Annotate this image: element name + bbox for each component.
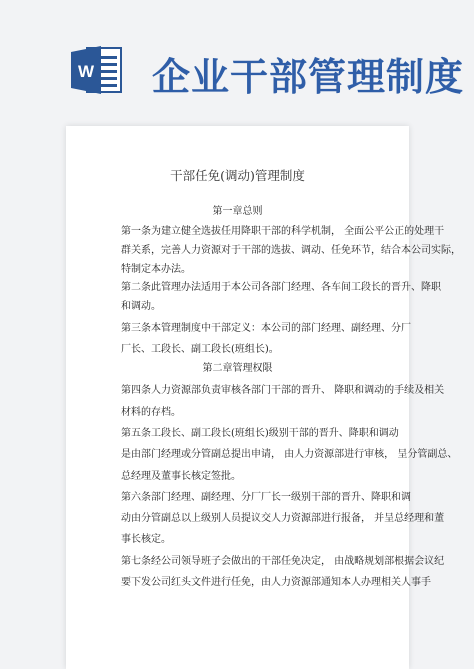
body-line: 第六条部门经理、副经理、分厂厂长一级别干部的晋升、降职和调 [121, 492, 411, 503]
document-page [66, 126, 461, 669]
body-line: 第三条本管理制度中干部定义：本公司的部门经理、副经理、分厂 [121, 323, 411, 334]
body-line: 第四条人力资源部负责审核各部门干部的晋升、 降职和调动的手续及相关 [121, 385, 445, 396]
body-line: 材料的存档。 [121, 407, 181, 418]
body-line: 是由部门经理或分管副总提出申请， 由人力资源部进行审核， 呈分管副总、 [121, 449, 458, 460]
body-line: 第七条经公司领导班子会做出的干部任免决定， 由战略规划部根据会议纪 [121, 556, 445, 567]
document-title: 干部任免(调动)管理制度 [170, 168, 305, 183]
chapter-heading-1: 第一章总则 [212, 206, 263, 217]
body-line: 第一条为建立健全选拔任用降职干部的科学机制， 全面公平公正的处理干 [121, 226, 445, 237]
chapter-heading-2: 第二章管理权限 [202, 363, 273, 374]
body-line: 群关系，完善人力资源对于干部的选拔、调动、任免环节，结合本公司实际， [121, 245, 461, 256]
body-line: 第二条此管理办法适用于本公司各部门经理、各车间工段长的晋升、降职 [121, 282, 441, 293]
header-banner [0, 0, 474, 120]
body-line: 厂长、工段长、副工段长(班组长)。 [121, 344, 279, 355]
body-line: 和调动。 [121, 301, 161, 312]
banner-title: 企业干部管理制度 [152, 55, 465, 99]
body-line: 要下发公司红头文件进行任免，由人力资源部通知本人办理相关人事手 [121, 577, 431, 588]
logo-letter: W [77, 62, 95, 81]
body-line: 特制定本办法。 [121, 264, 191, 275]
body-line: 事长核定。 [121, 534, 171, 545]
word-document-icon [71, 44, 123, 96]
body-line: 动由分管副总以上级别人员提议交人力资源部进行报备， 并呈总经理和董 [121, 513, 445, 524]
body-line: 第五条工段长、副工段长(班组长)级别干部的晋升、降职和调动 [121, 428, 399, 439]
body-line: 总经理及董事长核定签批。 [121, 471, 241, 482]
